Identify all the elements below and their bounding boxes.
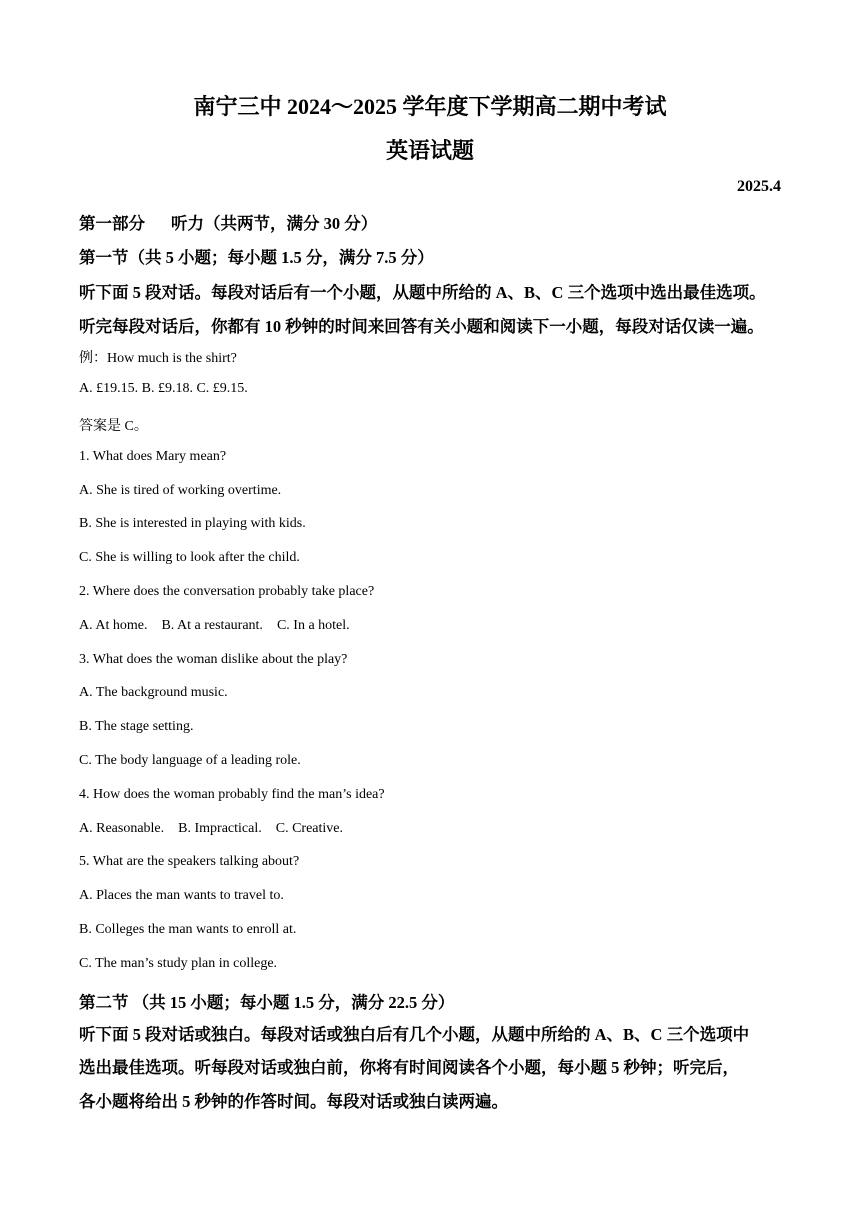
option-a: A. She is tired of working overtime. bbox=[79, 483, 282, 498]
option-a: A. Reasonable. bbox=[79, 821, 165, 836]
question-text: 4. How does the woman probably find the man’s idea? bbox=[79, 787, 385, 802]
option-a: A. The background music. bbox=[79, 685, 228, 700]
option-c: C. She is willing to look after the child. bbox=[79, 550, 300, 565]
exam-title: 南宁三中 2024～2025 学年度下学期高二期中考试 bbox=[193, 94, 667, 119]
part-one-name: 听力（共两节，满分 30 分） bbox=[171, 214, 378, 233]
example-question: 例：How much is the shirt? bbox=[79, 351, 237, 366]
option-c: C. In a hotel. bbox=[276, 618, 350, 633]
option-b: B. The stage setting. bbox=[79, 719, 194, 734]
question-text: 1. What does Mary mean? bbox=[79, 449, 227, 464]
section-two-instruction: 听下面 5 段对话或独白。每段对话或独白后有几个小题，从题中所给的 A、B、C 三个选项中 bbox=[79, 1025, 750, 1044]
option-b: B. Impractical. bbox=[178, 821, 262, 836]
example-answer: 答案是 C。 bbox=[79, 419, 148, 434]
exam-date: 2025.4 bbox=[737, 178, 781, 195]
section-one-heading: 第一节（共 5 小题；每小题 1.5 分，满分 7.5 分） bbox=[79, 248, 434, 267]
part-one-label: 第一部分 bbox=[79, 214, 145, 233]
option-a: A. Places the man wants to travel to. bbox=[79, 888, 284, 903]
exam-subject: 英语试题 bbox=[385, 138, 474, 163]
option-c: C. Creative. bbox=[275, 821, 343, 836]
options-row bbox=[79, 821, 343, 837]
option-b: B. At a restaurant. bbox=[161, 618, 263, 633]
option-b: B. Colleges the man wants to enroll at. bbox=[79, 922, 297, 937]
question-text: 3. What does the woman dislike about the play? bbox=[79, 652, 348, 667]
part-one-heading bbox=[79, 210, 377, 234]
question-text: 2. Where does the conversation probably take place? bbox=[79, 584, 375, 599]
section-one-instruction: 听完每段对话后，你都有 10 秒钟的时间来回答有关小题和阅读下一小题，每段对话仅读一遍。 bbox=[79, 317, 764, 336]
option-b: B. She is interested in playing with kids. bbox=[79, 516, 306, 531]
section-two-instruction: 各小题将给出 5 秒钟的作答时间。每段对话或独白读两遍。 bbox=[79, 1092, 508, 1111]
example-options: A. £19.15. B. £9.18. C. £9.15. bbox=[79, 381, 248, 396]
section-two-heading: 第二节 （共 15 小题；每小题 1.5 分，满分 22.5 分） bbox=[79, 993, 455, 1012]
option-a: A. At home. bbox=[79, 618, 148, 633]
options-row bbox=[79, 618, 350, 634]
section-two-instruction: 选出最佳选项。听每段对话或独白前，你将有时间阅读各个小题，每小题 5 秒钟；听完后， bbox=[79, 1058, 739, 1077]
section-one-instruction: 听下面 5 段对话。每段对话后有一个小题，从题中所给的 A、B、C 三个选项中选出最佳选项。 bbox=[79, 283, 766, 302]
question-text: 5. What are the speakers talking about? bbox=[79, 854, 300, 869]
option-c: C. The body language of a leading role. bbox=[79, 753, 301, 768]
option-c: C. The man’s study plan in college. bbox=[79, 956, 278, 971]
